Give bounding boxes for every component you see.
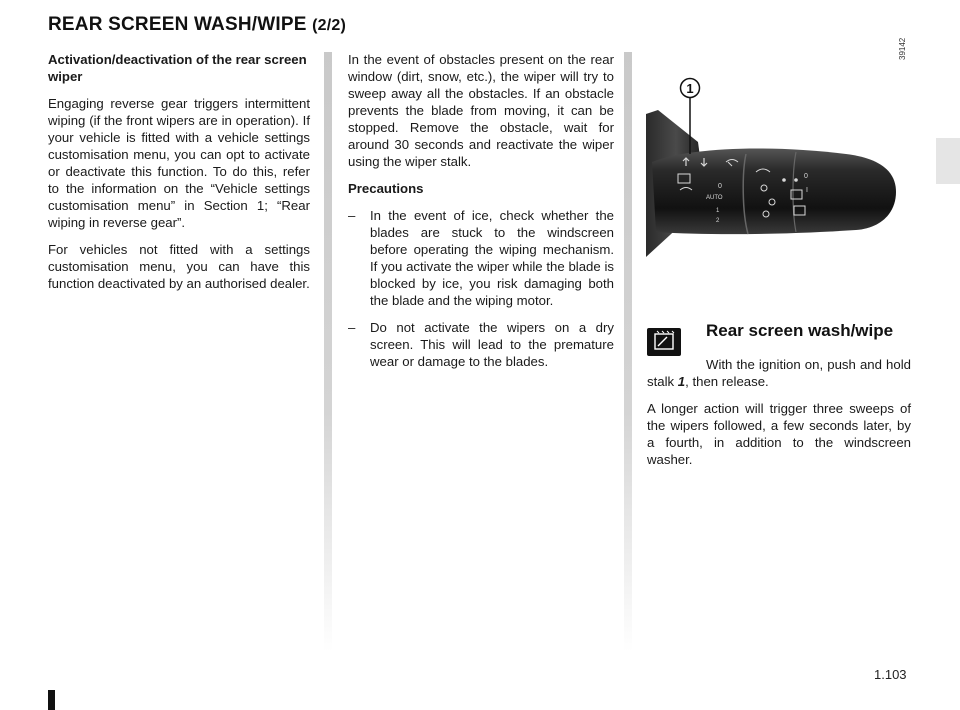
rear-screen-wash-icon (647, 328, 681, 356)
rear-wash-text-after: , then release. (685, 374, 769, 389)
rear-wash-paragraph-2: A longer action will trigger three sweeps of the wipers followed, a few seconds later, by a fourth, in addition to the windscreen washer. (647, 401, 911, 467)
stalk-label-two: 2 (716, 218, 720, 224)
rear-wash-paragraph-1 (647, 356, 911, 390)
page-number: 1.103 (874, 667, 907, 682)
wiper-stalk-figure (646, 62, 912, 262)
dash-marker: – (348, 320, 356, 335)
page-title-part: (2/2) (312, 17, 347, 34)
rear-wash-heading (647, 322, 911, 352)
section-tab-marker (936, 138, 960, 184)
column-divider-left (324, 52, 332, 652)
indicator-dot-icon (794, 178, 798, 182)
obstacles-paragraph: In the event of obstacles present on the rear window (dirt, snow, etc.), the wiper will try to sweep away all the obstacles. If an obstacle prevents the blade from moving, it can be stopped. Remove the obstacle, wait for around 30 seconds and reactivate the wiper using the wiper stalk. (348, 52, 614, 169)
indicator-dot-icon (782, 178, 786, 182)
stalk-label-i-right: I (806, 187, 808, 194)
column-rear-wash (647, 322, 911, 478)
stalk-label-zero: 0 (718, 183, 722, 190)
precaution-item-2-text: Do not activate the wipers on a dry screen. This will lead to the premature wear or damage to the blades. (370, 320, 614, 369)
activation-heading: Activation/deactivation of the rear screen wiper (48, 52, 307, 84)
precautions-heading: Precautions (348, 181, 424, 196)
page-title (48, 14, 346, 36)
bottom-margin-bar (48, 690, 55, 710)
stalk-reference: 1 (677, 374, 686, 389)
precaution-item-1-text: In the event of ice, check whether the blades are stuck to the windscreen before operating the wiping mechanism. If you activate the wiper while the blade is blocked by ice, you risk damaging both the blade and the wiping motor. (370, 208, 614, 308)
wiper-stalk-illustration (646, 62, 912, 262)
figure-code: 39142 (898, 37, 907, 60)
column-obstacles (348, 51, 614, 380)
stalk-label-auto: AUTO (706, 195, 723, 201)
precaution-item-2 (348, 319, 614, 370)
precaution-item-1 (348, 207, 614, 309)
rear-wash-text-before: With the ignition on, push and hold stalk (647, 357, 911, 389)
section-title: Rear screen wash/wipe (706, 321, 894, 340)
column-divider-right (624, 52, 632, 652)
activation-paragraph-1: Engaging reverse gear triggers intermittent wiping (if the front wipers are in operation). If your vehicle is fitted with a vehicle settings customisation menu, you can opt to activate or deactivate this function. To do this, refer to the information on the “Vehicle settings customisation menu” in Section 1; “Rear wiping in reverse gear”. (48, 96, 310, 230)
column-activation (48, 51, 310, 302)
callout-number: 1 (686, 81, 694, 96)
stalk-label-zero-right: 0 (804, 173, 808, 180)
page-title-text: REAR SCREEN WASH/WIPE (48, 14, 307, 35)
stalk-label-one: 1 (716, 208, 720, 214)
activation-paragraph-2: For vehicles not fitted with a settings customisation menu, you can have this function deactivated by an authorised dealer. (48, 242, 310, 291)
dash-marker: – (348, 208, 356, 223)
